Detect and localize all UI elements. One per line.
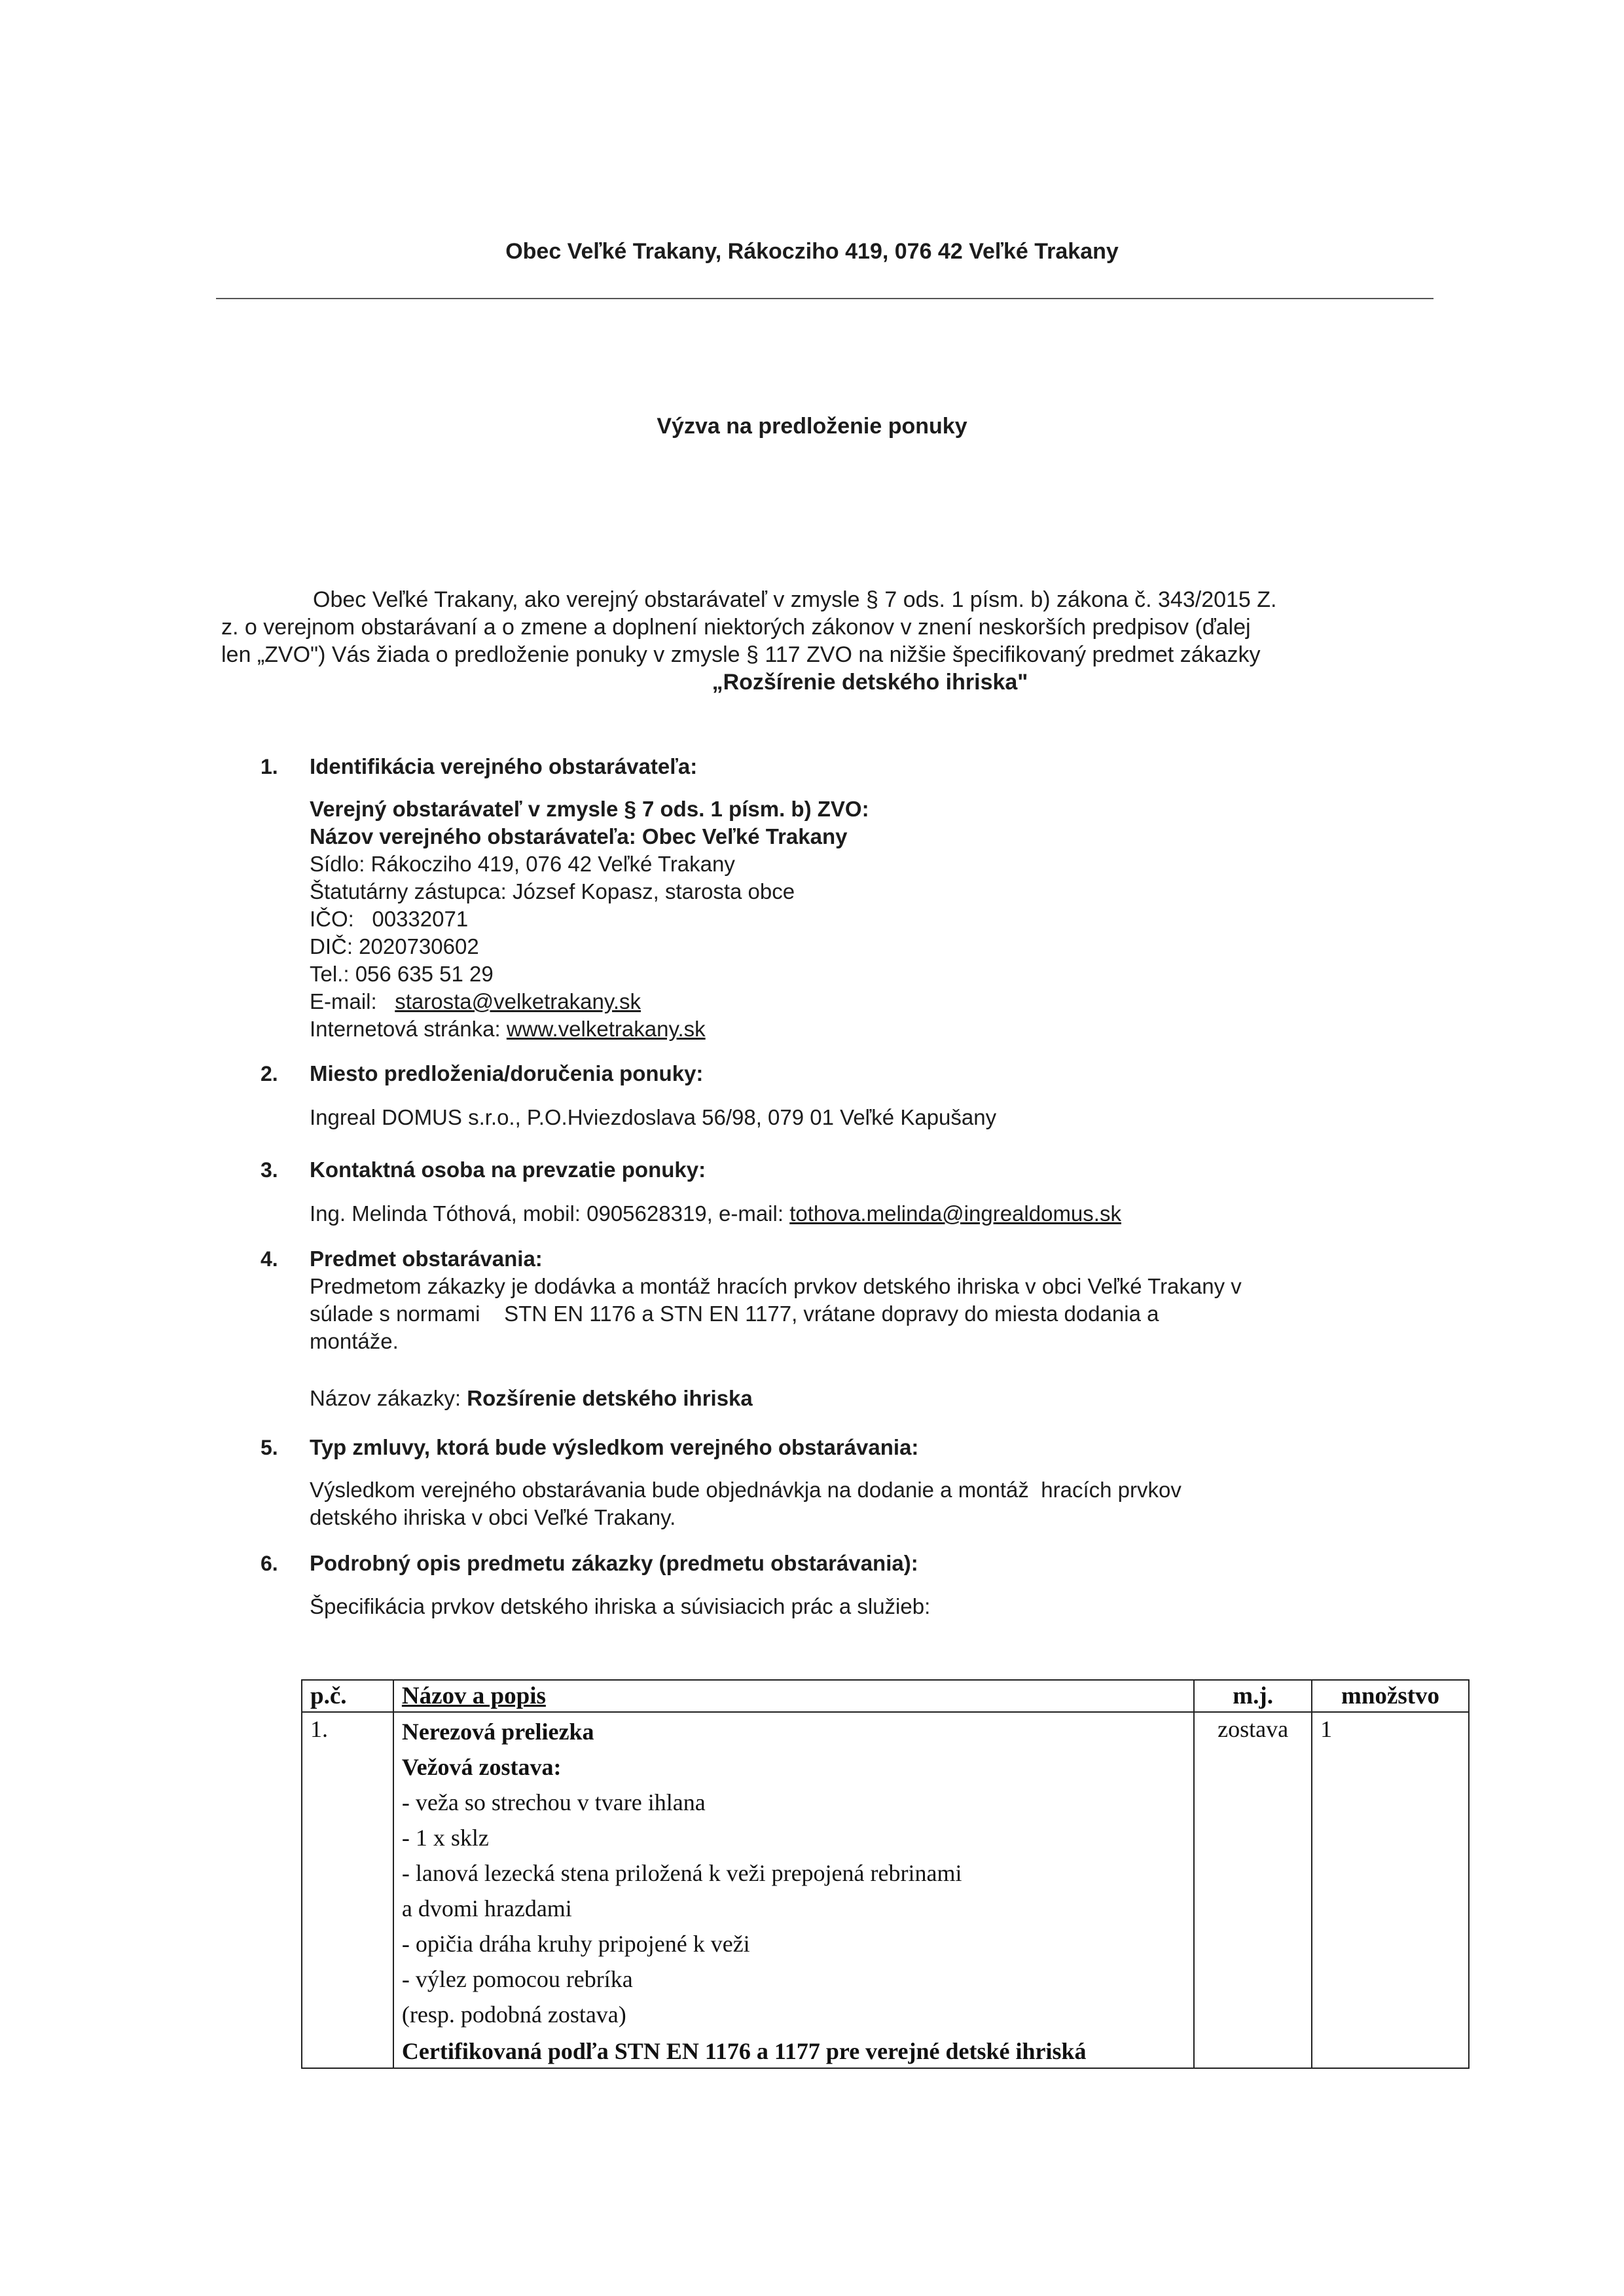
row-description [393,1712,1194,2068]
contract-name-label: Názov zákazky: [310,1386,461,1410]
row-pc: 1. [302,1712,393,2068]
specification-intro: Špecifikácia prvkov detského ihriska a súvisiacich prác a služieb: [310,1594,931,1618]
section-5-title: Typ zmluvy, ktorá bude výsledkom verejného obstarávania: [310,1435,919,1459]
specification-table [301,1679,1470,2069]
section-4-number: 4. [261,1247,278,1271]
subject-line-1: Predmetom zákazky je dodávka a montáž hracích prvkov detského ihriska v obci Veľké Trakany v [310,1274,1242,1298]
header-pc: p.č. [302,1680,393,1712]
subject-line-2: súlade s normami STN EN 1176 a STN EN 1177, vrátane dopravy do miesta dodania a [310,1302,1159,1326]
row-unit: zostava [1194,1712,1312,2068]
contact-email-link[interactable]: tothova.melinda@ingrealdomus.sk [789,1201,1121,1226]
document-title: Výzva na predloženie ponuky [657,414,967,439]
procurer-tel: Tel.: 056 635 51 29 [310,962,494,986]
item-detail: - opičia dráha kruhy pripojené k veži [401,1931,750,1957]
email-label: E-mail: [310,989,377,1013]
contract-type-line-2: detského ihriska v obci Veľké Trakany. [310,1505,676,1529]
contact-person [310,1200,1121,1228]
contract-name [310,1385,753,1412]
section-6-number: 6. [261,1552,278,1575]
header-unit: m.j. [1194,1680,1312,1712]
delivery-place: Ingreal DOMUS s.r.o., P.O.Hviezdoslava 56/98, 079 01 Veľké Kapušany [310,1105,997,1129]
subject-line-3: montáže. [310,1329,399,1353]
web-link[interactable]: www.velketrakany.sk [506,1017,706,1041]
section-1-number: 1. [261,755,278,778]
item-detail: - lanová lezecká stena priložená k veži prepojená rebrinami [401,1860,962,1886]
header-quantity: množstvo [1312,1680,1469,1712]
ico-value: 00332071 [372,907,469,931]
table-header-row [302,1680,1469,1712]
header-divider [216,298,1434,299]
intro-line-3: len „ZVO") Vás žiada o predloženie ponuky v zmysle § 117 ZVO na nižšie špecifikovaný predmet zákazky [221,642,1261,667]
contract-name-value: Rozšírenie detského ihriska [467,1386,753,1410]
intro-line-1: Obec Veľké Trakany, ako verejný obstarávateľ v zmysle § 7 ods. 1 písm. b) zákona č. 343/2015 Z. [313,587,1277,612]
contact-text: Ing. Melinda Tóthová, mobil: 0905628319, e-mail: [310,1201,784,1226]
procurer-seat: Sídlo: Rákocziho 419, 076 42 Veľké Trakany [310,852,735,876]
section-2-number: 2. [261,1062,278,1085]
section-5-number: 5. [261,1436,278,1459]
item-subtitle: Vežová zostava: [401,1754,562,1780]
procurer-type: Verejný obstarávateľ v zmysle § 7 ods. 1 písm. b) ZVO: [310,797,869,821]
section-4-title: Predmet obstarávania: [310,1247,543,1271]
section-6-title: Podrobný opis predmetu zákazky (predmetu obstarávania): [310,1551,918,1575]
procurer-name: Názov verejného obstarávateľa: Obec Veľké Trakany [310,824,848,848]
intro-paragraph [221,586,1427,696]
subject-description [310,1273,1242,1355]
ico-label: IČO: [310,907,354,931]
item-detail: a dvomi hrazdami [401,1895,572,1922]
contract-type [310,1476,1182,1531]
row-quantity: 1 [1312,1712,1469,2068]
section-2-title: Miesto predloženia/doručenia ponuky: [310,1061,704,1085]
section-1-body [310,795,869,1043]
item-detail: - veža so strechou v tvare ihlana [401,1789,706,1815]
procurer-ico [310,905,869,933]
item-certification: Certifikovaná podľa STN EN 1176 a 1177 pre verejné detské ihriská [401,2038,1087,2064]
procurer-web [310,1015,869,1043]
section-3-number: 3. [261,1158,278,1182]
item-detail: - 1 x sklz [401,1825,489,1851]
item-name: Nerezová preliezka [401,1719,594,1745]
contract-type-line-1: Výsledkom verejného obstarávania bude objednávkja na dodanie a montáž hracích prvkov [310,1478,1182,1502]
intro-subject: „Rozšírenie detského ihriska" [712,670,1028,695]
procurer-email [310,988,869,1015]
procurer-representative: Štatutárny zástupca: József Kopasz, starosta obce [310,879,795,903]
web-label: Internetová stránka: [310,1017,501,1041]
item-detail: (resp. podobná zostava) [401,2001,626,2028]
intro-line-2: z. o verejnom obstarávaní a o zmene a doplnení niektorých zákonov v znení neskorších predpisov (ďalej [221,615,1251,640]
section-1-title: Identifikácia verejného obstarávateľa: [310,754,698,778]
header-name: Názov a popis [393,1680,1194,1712]
email-link[interactable]: starosta@velketrakany.sk [395,989,641,1013]
document-header: Obec Veľké Trakany, Rákocziho 419, 076 42 Veľké Trakany [505,239,1119,264]
item-detail: - výlez pomocou rebríka [401,1966,633,1992]
procurer-dic: DIČ: 2020730602 [310,934,479,958]
table-row [302,1712,1469,2068]
section-3-title: Kontaktná osoba na prevzatie ponuky: [310,1157,706,1182]
